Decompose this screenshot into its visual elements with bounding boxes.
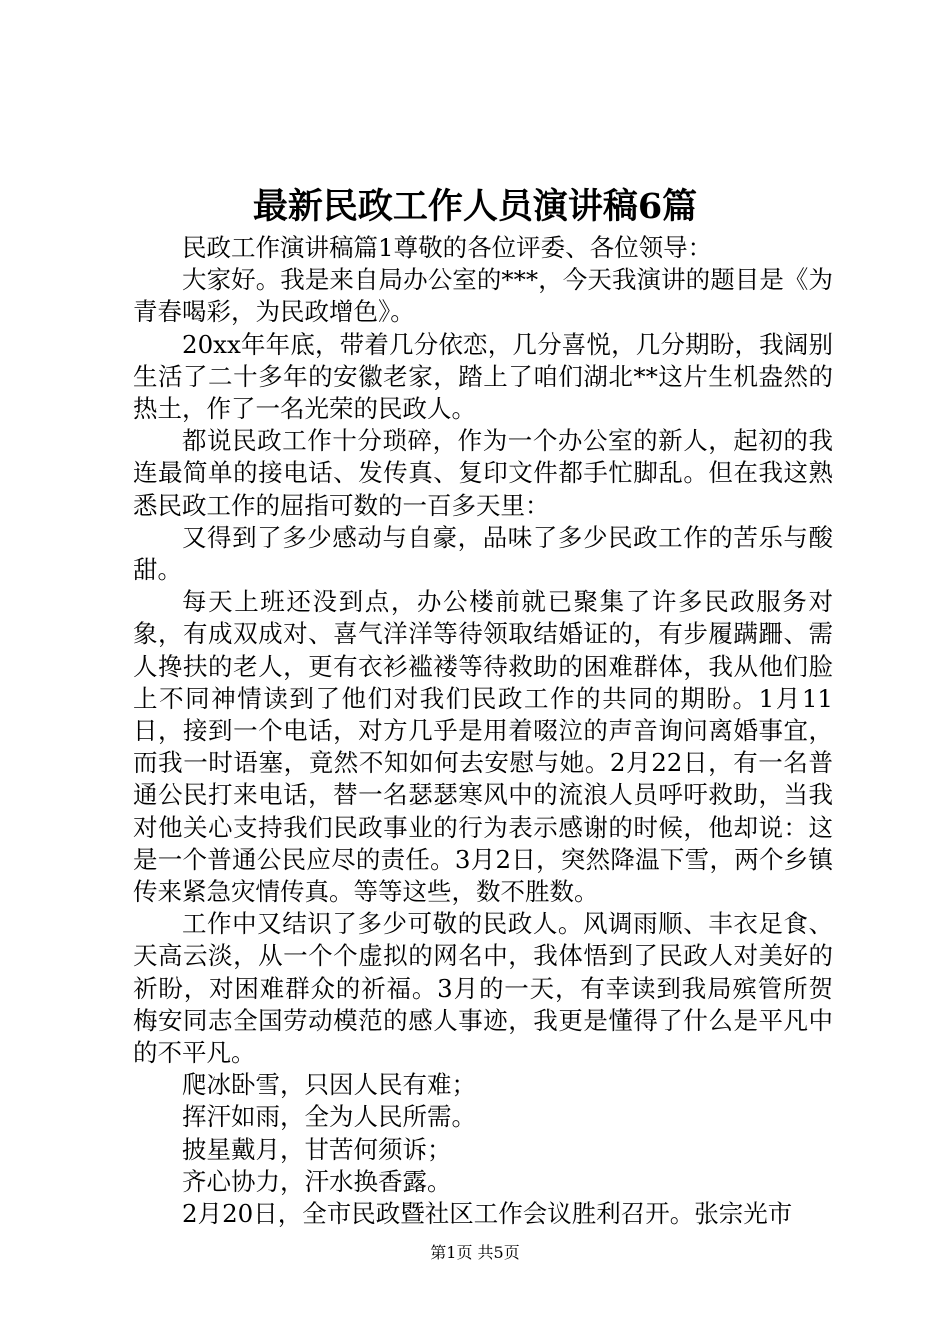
paragraph-4: 都说民政工作十分琐碎，作为一个办公室的新人，起初的我连最简单的接电话、发传真、复印文件都手忙脚乱。但在我这熟悉民政工作的屈指可数的一百多天里：	[133, 426, 833, 520]
paragraph-1: 民政工作演讲稿篇1尊敬的各位评委、各位领导：	[182, 233, 713, 262]
verse-line-4: 齐心协力，汗水换香露。	[182, 1166, 452, 1196]
verse-line-1: 爬冰卧雪，只因人民有难；	[182, 1070, 476, 1100]
paragraph-2: 大家好。我是来自局办公室的***，今天我演讲的题目是《为青春喝彩，为民政增色》。	[133, 265, 833, 327]
paragraph-6: 每天上班还没到点，办公楼前就已聚集了许多民政服务对象，有成双成对、喜气洋洋等待领取结婚证的，有步履蹒跚、需人搀扶的老人，更有衣衫褴褛等待救助的困难群体，我从他们脸上不同神情读到了他们对我们民政工作的共同的期盼。1月11日，接到一个电话，对方几乎是用着啜泣的声音询问离婚事宜，而我一时语塞，竟然不知如何去安慰与她。2月22日，有一名普通公民打来电话，替一名瑟瑟寒风中的流浪人员呼吁救助，当我对他关心支持我们民政事业的行为表示感谢的时候，他却说：这是一个普通公民应尽的责任。3月2日，突然降温下雪，两个乡镇传来紧急灾情传真。等等这些，数不胜数。	[133, 587, 833, 907]
paragraph-3: 20xx年年底，带着几分依恋，几分喜悦，几分期盼，我阔别生活了二十多年的安徽老家，踏上了咱们湖北**这片生机盎然的热土，作了一名光荣的民政人。	[133, 329, 833, 424]
paragraph-8: 2月20日，全市民政暨社区工作会议胜利召开。张宗光市	[182, 1199, 793, 1229]
document-body	[133, 232, 833, 1230]
paragraph-5: 又得到了多少感动与自豪，品味了多少民政工作的苦乐与酸甜。	[133, 522, 833, 585]
paragraph-7: 工作中又结识了多少可敬的民政人。风调雨顺、丰衣足食、天高云淡，从一个个虚拟的网名中，我体悟到了民政人对美好的祈盼，对困难群众的祈福。3月的一天，有幸读到我局殡管所贺梅安同志全国劳动模范的感人事迹，我更是懂得了什么是平凡中的不平凡。	[133, 909, 833, 1068]
verse-line-2: 挥汗如雨，全为人民所需。	[182, 1102, 476, 1132]
page-footer: 第1页 共5页	[430, 1243, 520, 1262]
verse-line-3: 披星戴月，甘苦何须诉；	[182, 1134, 452, 1164]
document-title: 最新民政工作人员演讲稿6篇	[252, 186, 698, 227]
